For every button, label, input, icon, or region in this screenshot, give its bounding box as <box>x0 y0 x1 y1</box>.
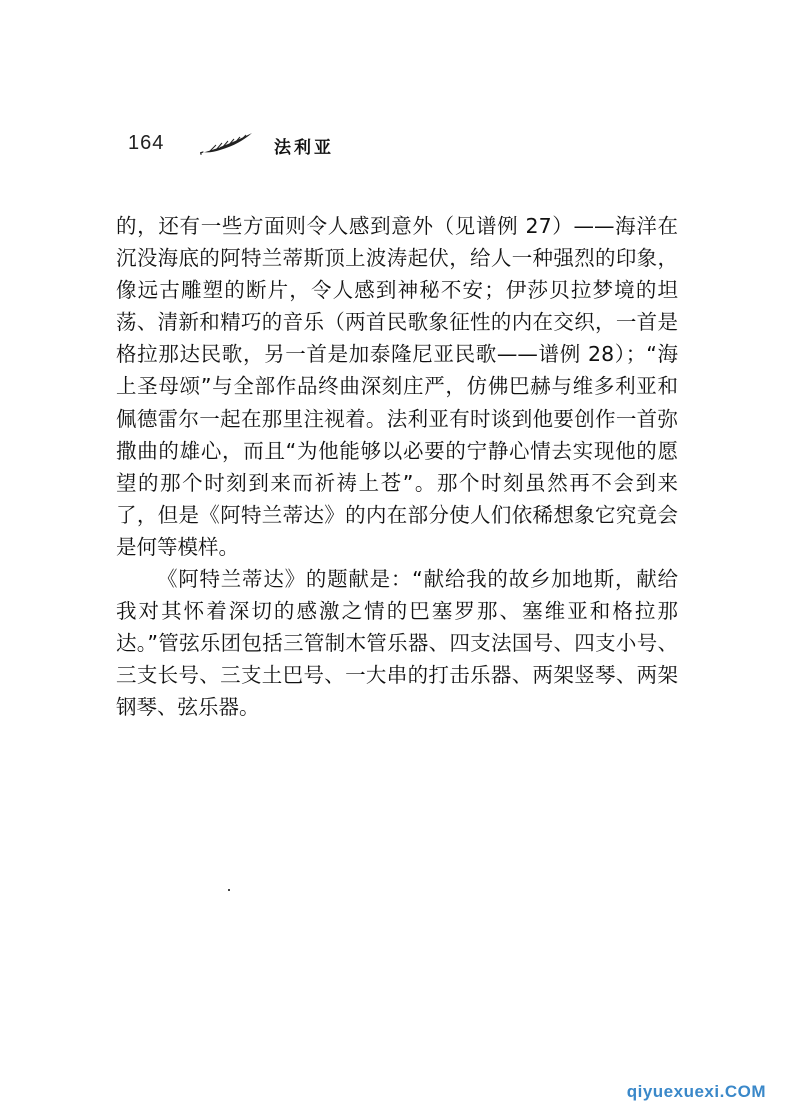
site-watermark: qiyuexuexi.COM <box>626 1082 766 1101</box>
quill-pen-icon <box>200 130 256 156</box>
print-speck <box>228 889 230 891</box>
chapter-title: 法利亚 <box>274 138 334 158</box>
paragraph-2: 《阿特兰蒂达》的题献是：“献给我的故乡加地斯，献给我对其怀着深切的感激之情的巴塞罗那、塞维亚和格拉那达。”管弦乐团包括三管制木管乐器、四支法国号、四支小号、三支长号、三支土巴号、一大串的打击乐器、两架竖琴、两架钢琴、弦乐器。 <box>116 567 678 720</box>
page-number: 164 <box>128 132 165 154</box>
running-header <box>128 128 388 158</box>
paragraph-1: 的，还有一些方面则令人感到意外（见谱例 27）——海洋在沉没海底的阿特兰蒂斯顶上波涛起伏，给人一种强烈的印象，像远古雕塑的断片，令人感到神秘不安；伊莎贝拉梦境的坦荡、清新和精巧的音乐（两首民歌象征性的内在交织，一首是格拉那达民歌，另一首是加泰隆尼亚民歌——谱例 28）；“海上圣母颂”与全部作品终曲深刻庄严，仿佛巴赫与维多利亚和佩德雷尔一起在那里注视着。法利亚有时谈到他要创作一首弥撒曲的雄心，而且“为他能够以必要的宁静心情去实现他的愿望的那个时刻到来而祈祷上苍”。那个时刻虽然再不会到来了，但是《阿特兰蒂达》的内在部分使人们依稀想象它究竟会是何等模样。 <box>116 214 678 559</box>
main-text <box>116 210 678 724</box>
